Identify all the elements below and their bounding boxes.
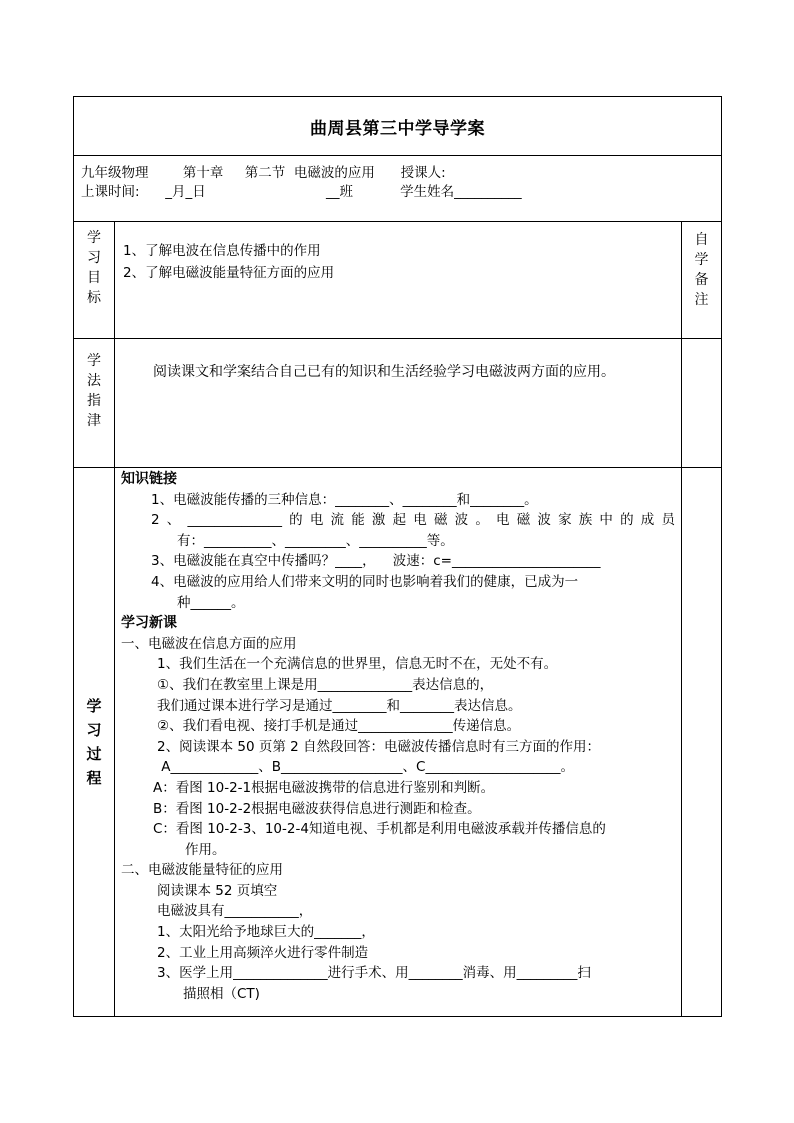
label-char: 学 xyxy=(87,353,101,369)
knowledge-item: 1、电磁波能传播的三种信息：________、________和________。 xyxy=(151,491,538,508)
section-item: 1、我们生活在一个充满信息的世界里，信息无时不在，无处不有。 xyxy=(157,656,558,673)
label-char: 过 xyxy=(86,745,102,763)
knowledge-item: 种______。 xyxy=(177,594,245,611)
label-char: 目 xyxy=(87,270,101,286)
section-item: 作用。 xyxy=(185,841,226,858)
course-info-line-2: 上课时间: _月_日 __班 学生姓名__________ xyxy=(81,184,522,200)
label-char: 标 xyxy=(87,290,101,306)
section-item: 描照相（CT) xyxy=(183,985,260,1002)
study-guide-table xyxy=(73,96,722,1017)
label-char: 自 xyxy=(694,232,709,248)
process-label xyxy=(74,468,115,1017)
section-title: 一、电磁波在信息方面的应用 xyxy=(121,635,297,652)
section-item: 阅读课本 52 页填空 xyxy=(157,882,278,899)
knowledge-item: 2、______________的电流能激起电磁波。电磁波家族中的成员 xyxy=(151,512,675,529)
knowledge-item: 3、电磁波能在真空中传播吗？____， 波速：c=______________________ xyxy=(151,553,601,570)
goal-item: 1、了解电波在信息传播中的作用 xyxy=(123,243,321,259)
new-lesson-heading: 学习新课 xyxy=(121,615,177,632)
label-char: 津 xyxy=(87,413,101,429)
notes-cell[interactable] xyxy=(682,468,722,1017)
section-item: ①、我们在教室里上课是用______________表达信息的， xyxy=(157,676,494,693)
label-char: 学 xyxy=(87,230,101,246)
section-item: 3、医学上用______________进行手术、用________消毒、用_________扫 xyxy=(157,965,591,982)
label-char: 习 xyxy=(87,250,101,266)
label-char: 备 xyxy=(694,272,709,288)
section-title: 二、电磁波能量特征的应用 xyxy=(121,862,283,879)
label-char: 学 xyxy=(86,697,102,715)
goals-content xyxy=(115,222,682,339)
knowledge-item: 有：__________、_________、__________等。 xyxy=(177,532,454,549)
section-item: 1、太阳光给予地球巨大的_______， xyxy=(157,924,375,941)
section-item: 我们通过课本进行学习是通过________和________表达信息。 xyxy=(157,697,522,714)
goals-label xyxy=(74,222,115,339)
knowledge-heading: 知识链接 xyxy=(121,471,177,487)
knowledge-item: 4、电磁波的应用给人们带来文明的同时也影响着我们的健康，已成为一 xyxy=(151,573,579,590)
section-item: 2、工业上用高频淬火进行零件制造 xyxy=(157,944,369,961)
goal-item: 2、了解电磁波能量特征方面的应用 xyxy=(123,265,335,281)
section-item: B：看图 10-2-2根据电磁波获得信息进行测距和检查。 xyxy=(153,800,481,817)
method-content: 阅读课文和学案结合自己已有的知识和生活经验学习电磁波两方面的应用。 xyxy=(115,339,682,468)
method-label xyxy=(74,339,115,468)
document-title: 曲周县第三中学导学案 xyxy=(74,97,722,156)
section-item: 2、阅读课本 50 页第 2 自然段回答：电磁波传播信息时有三方面的作用： xyxy=(157,738,601,755)
section-item: ②、我们看电视、接打手机是通过______________传递信息。 xyxy=(157,718,521,735)
label-char: 习 xyxy=(86,721,102,739)
section-item: A：看图 10-2-1根据电磁波携带的信息进行鉴别和判断。 xyxy=(153,779,495,796)
section-item: A_____________、B__________________、C____________________。 xyxy=(157,759,574,776)
course-info xyxy=(74,156,722,222)
course-info-line-1: 九年级物理 第十章 第二节 电磁波的应用 授课人: xyxy=(81,165,446,181)
label-char: 指 xyxy=(87,393,101,409)
label-char: 注 xyxy=(694,292,709,308)
label-char: 学 xyxy=(694,252,709,268)
notes-cell[interactable] xyxy=(682,339,722,468)
label-char: 程 xyxy=(86,769,102,787)
process-content xyxy=(115,468,682,1017)
label-char: 法 xyxy=(87,373,101,389)
section-item: C：看图 10-2-3、10-2-4知道电视、手机都是利用电磁波承载并传播信息的 xyxy=(153,821,606,838)
self-study-notes-label xyxy=(682,222,722,339)
section-item: 电磁波具有___________， xyxy=(157,903,313,920)
